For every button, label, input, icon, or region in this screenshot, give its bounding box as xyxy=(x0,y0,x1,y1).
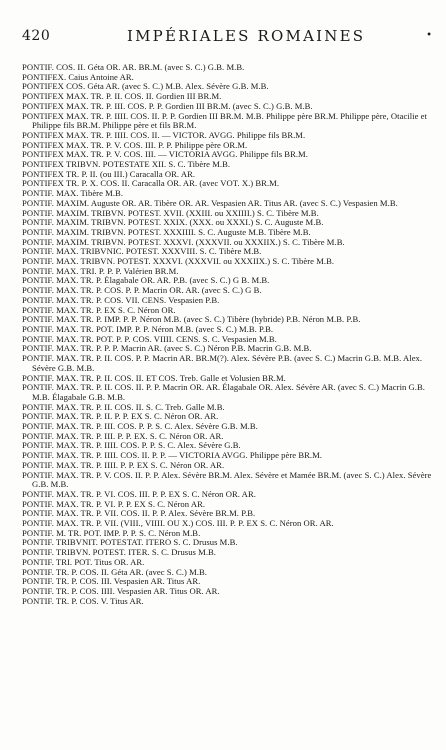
legend-entry: PONTIFEX MAX. TR. P. IIII. COS. II. — VICTOR. AVGG. Philippe fils BR.M. xyxy=(22,130,306,140)
legend-entry: PONTIF. MAXIM. Auguste OR. AR. Tibère OR. AR. Vespasien AR. Titus AR. (avec S. C.) Vespasien M.B. xyxy=(22,197,398,208)
legend-entry: PONTIFEX MAX. TR. P. V. COS. III. — VICTORIA AVGG. Philippe fils BR.M. xyxy=(22,150,308,160)
legend-entry: PONTIF. MAX. TR. P. IIII. COS. P. P. S. C. Alex. Sévère G.B. xyxy=(22,441,241,451)
legend-entry: PONTIF. TR. P. COS. III. Vespasien AR. Titus AR. xyxy=(22,577,201,587)
legend-entry: PONTIF. MAXIM. TRIBVN. POTEST. XXIX. (XXX. ou XXXI.) S. C. Auguste M.B. xyxy=(22,218,324,228)
legend-entry: PONTIF. TRIBVNIT. POTESTAT. ITERO S. C. Drusus M.B. xyxy=(22,538,238,548)
legend-entry: PONTIF. MAX. TR. P. IMP. P. P. Néron M.B. (avec S. C.) Tibère (hybride) P.B. Néron M.B. P.B. xyxy=(22,315,361,325)
legend-entry: PONTIF. MAX. TR. P. V. COS. II. P. P. Alex. Sévère BR.M. Alex. Sévère et Mamée BR.M. (avec S. C.) Alex. Sévère G.B. M.B. xyxy=(22,469,432,490)
legend-entry: PONTIF. TR. P. COS. II. Géta AR. (avec S. C.) M.B. xyxy=(22,567,207,577)
legend-entry: PONTIF. MAX. TR. P. P. P. Macrin AR. (avec S. C.) Néron P.B. Macrin G.B. M.B. xyxy=(22,344,312,354)
legend-entry: PONTIF. MAXIM. TRIBVN. POTEST. XXXVI. (XXXVII. ou XXXIIX.) S. C. Tibère M.B. xyxy=(22,237,345,247)
page-header xyxy=(22,28,432,50)
legend-entry: PONTIFEX TR. P. X. COS. II. Caracalla OR. AR. (avec VOT. X.) BR.M. xyxy=(22,179,280,189)
legend-entry: PONTIF. MAX. TR. P. II. COS. P. P. Macrin AR. BR.M(?). Alex. Sévère P.B. (avec S. C.) Macrin G.B. M.B. Alex. Sévère G.B. M.B. xyxy=(22,353,423,373)
legend-entry: PONTIF. MAX. TR. P. COS. VII. CENS. Vespasien P.B. xyxy=(22,295,220,305)
legend-entry: PONTIF. MAXIM. TRIBVN. POTEST. XXXIIII. S. C. Auguste M.B. Tibère M.B. xyxy=(22,227,311,237)
legend-entry: PONTIF. MAX. TR. P. EX S. C. Néron OR. xyxy=(22,305,176,315)
legend-entry: PONTIF. MAX. TRIBVNIC. POTEST. XXXVIII. S. C. Tibère M.B. xyxy=(22,247,262,257)
legend-entry: PONTIF. M. TR. POT. IMP. P. P. S. C. Néron M.B. xyxy=(22,528,201,538)
legend-entry: PONTIF. MAX. TR. P. COS. P. P. Macrin OR. AR. (avec S. C.) G B. xyxy=(22,286,262,296)
legend-entry: PONTIFEX MAX. TR. P. II. COS. II. Gordien III BR.M. xyxy=(22,92,222,102)
legend-entry: PONTIFEX COS. Géta AR. (avec S. C.) M.B. Alex. Sévère G.B. M.B. xyxy=(22,82,269,92)
legend-entry: PONTIF. MAX. TR. P. II. COS. II. ET COS. Treb. Galle et Volusien BR.M. xyxy=(22,373,286,383)
legend-entry: PONTIF. MAX. TR. P. IIII. P. P. EX S. C. Néron OR. AR. xyxy=(22,460,225,470)
legend-entry: PONTIFEX MAX. TR. P. IIII. COS. II. P. P. Gordien III BR.M. M.B. Philippe père BR.M. Philippe père, Otacilie et Philippe fils BR.M. Philippe père et fils BR.M. xyxy=(22,110,427,131)
legend-entry: PONTIF. MAX. TR. P. IIII. COS. II. P. P. — VICTORIA AVGG. Philippe père BR.M. xyxy=(22,451,322,461)
running-title: IMPÉRIALES ROMAINES xyxy=(127,27,366,45)
legend-entry: PONTIF. MAXIM. TRIBVN. POTEST. XVII. (XXIII. ou XXIIII.) S. C. Tibère M.B. xyxy=(22,208,319,218)
legend-entry: PONTIFEX MAX. TR. P. V. COS. III. P. P. Philippe père OR.M. xyxy=(22,140,248,150)
page-number: 420 xyxy=(22,28,51,44)
legend-entry: PONTIFEX MAX. TR. P. III. COS. P. P. Gordien III BR.M. (avec S. C.) G.B. M.B. xyxy=(22,101,313,111)
legend-entry: PONTIF. MAX. TR. P. III. P. P. EX. S. C. Néron OR. AR. xyxy=(22,431,224,441)
legend-entry: PONTIF. TR. P. COS. V. Titus AR. xyxy=(22,596,144,606)
legend-entry: PONTIF. TRI. POT. Titus OR. AR. xyxy=(22,557,145,567)
legend-entry: PONTIF. MAX. TRIBVN. POTEST. XXXVI. (XXXVII. ou XXXIIX.) S. C. Tibère M.B. xyxy=(22,257,335,267)
legend-entry: PONTIFEX. Caius Antoine AR. xyxy=(22,72,134,82)
printer-mark: • xyxy=(426,30,432,41)
legend-entry: PONTIF. TRIBVN. POTEST. ITER. S. C. Drusus M.B. xyxy=(22,548,217,558)
legend-entry: PONTIF. MAX. TRI. P. P. P. Valérien BR.M. xyxy=(22,266,179,276)
legend-entry: PONTIF. MAX. TR. P. Élagabale OR. AR. P.B. (avec S. C.) G B. M.B. xyxy=(22,276,270,286)
legend-entry: PONTIFEX TRIBVN. POTESTATE XII. S. C. Tibère M.B. xyxy=(22,160,231,170)
legend-entry: PONTIF. MAX. TR. P. III. COS. P. P. S. C. Alex. Sévère G.B. M.B. xyxy=(22,422,258,432)
legend-entry: PONTIF. MAX. TR. POT. IMP. P. P. Néron M.B. (avec S. C.) M.B. P.B. xyxy=(22,324,274,334)
legend-entry: PONTIF. MAX. TR. P. VII. (VIII., VIIII. OU X.) COS. III. P. P. EX S. C. Néron OR. AR. xyxy=(22,519,334,529)
legend-entry: PONTIFEX TR. P. II. (ou III.) Caracalla OR. AR. xyxy=(22,169,196,179)
legend-entry: PONTIF. MAX. TR. P. II. COS. II. P. P. Macrin OR. AR. Élagabale OR. Alex. Sévère AR. (avec S. C.) Macrin G.B. M.B. Élagabale G.B. M.B. xyxy=(22,382,425,402)
legend-entry: PONTIF. MAX. TR. P. II. P. P. EX S. C. Néron OR. AR. xyxy=(22,412,219,422)
legend-entry: PONTIF. MAX. TR. P. VII. COS. II. P. P. Alex. Sévère BR.M. P.B. xyxy=(22,509,256,519)
legend-entry: PONTIF. MAX. TR. P. II. COS. II. S. C. Treb. Galle M.B. xyxy=(22,402,225,412)
legend-entry: PONTIF. COS. II. Géta OR. AR. BR.M. (avec S. C.) G.B. M.B. xyxy=(22,63,245,72)
legend-entry: PONTIF. MAX. TR. P. VI. P. P. EX S. C. Néron AR. xyxy=(22,499,206,509)
legend-entry: PONTIF. TR. P. COS. IIII. Vespasien AR. Titus OR. AR. xyxy=(22,586,220,596)
entry-list xyxy=(22,63,432,606)
legend-entry: PONTIF. MAX. TR. P. VI. COS. III. P. P. EX S. C. Néron OR. AR. xyxy=(22,489,256,499)
legend-entry: PONTIF. MAX. Tibère M.B. xyxy=(22,189,124,199)
legend-entry: PONTIF. MAX. TR. POT. P. P. COS. VIIII. CENS. S. C. Vespasien M.B. xyxy=(22,334,277,344)
